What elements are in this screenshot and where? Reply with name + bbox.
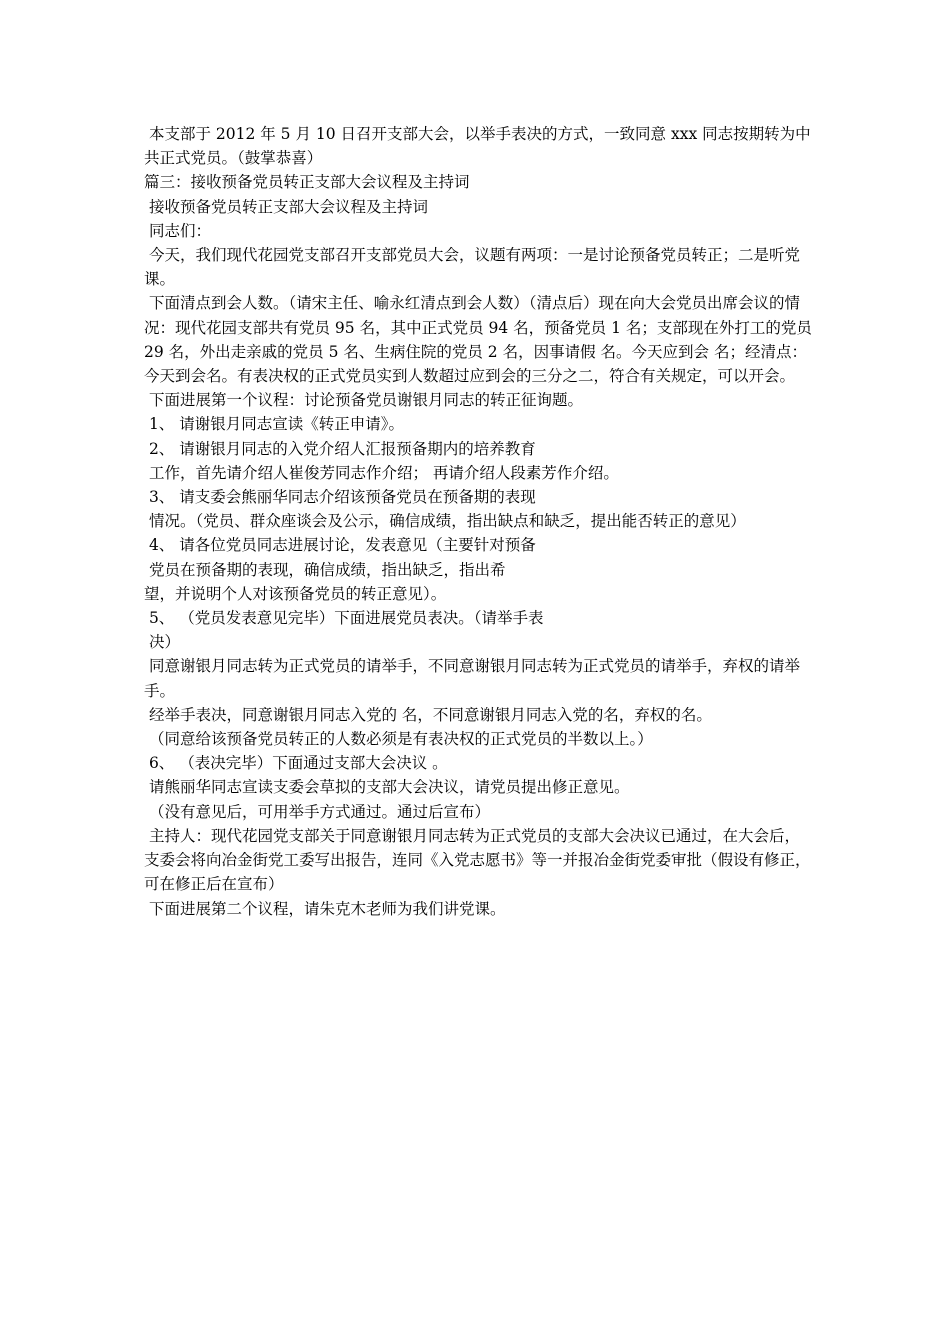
paragraph: （同意给该预备党员转正的人数必须是有表决权的正式党员的半数以上。）: [144, 730, 653, 749]
paragraph: 下面进展第一个议程：讨论预备党员谢银月同志的转正征询题。: [144, 391, 583, 410]
paragraph: 今天，我们现代花园党支部召开支部党员大会，议题有两项：一是讨论预备党员转正；二是听党课。: [144, 246, 800, 289]
agenda-item: 1、 请谢银月同志宣读《转正申请》。: [144, 415, 404, 434]
paragraph: 经举手表决，同意谢银月同志入党的 名，不同意谢银月同志入党的名，弃权的名。: [144, 705, 712, 724]
document-body: [144, 122, 817, 921]
document-title: 接收预备党员转正支部大会议程及主持词: [144, 197, 428, 216]
paragraph: 望，并说明个人对该预备党员的转正意见）。: [144, 584, 447, 603]
paragraph: 工作，首先请介绍人崔俊芳同志作介绍； 再请介绍人段素芳作介绍。: [144, 463, 619, 482]
paragraph: 下面进展第二个议程，请朱克木老师为我们讲党课。: [144, 899, 506, 918]
paragraph: （没有意见后，可用举手方式通过。通过后宣布）: [144, 802, 490, 821]
agenda-item: 5、 （党员发表意见完毕）下面进展党员表决。（请举手表: [144, 609, 544, 628]
agenda-item: 2、 请谢银月同志的入党介绍人汇报预备期内的培养教育: [144, 439, 536, 458]
paragraph: 主持人：现代花园党支部关于同意谢银月同志转为正式党员的支部大会决议已通过，在大会后，支委会将向冶金街党工委写出报告，连同《入党志愿书》等一并报冶金街党委审批（假设有修正，可在修正后在宣布）: [144, 826, 811, 894]
agenda-item: 4、 请各位党员同志进展讨论，发表意见（主要针对预备: [144, 536, 536, 555]
paragraph: 同意谢银月同志转为正式党员的请举手，不同意谢银月同志转为正式党员的请举手，弃权的请举手。: [144, 657, 800, 700]
paragraph: 党员在预备期的表现，确信成绩，指出缺乏，指出希: [144, 560, 506, 579]
agenda-item: 3、 请支委会熊丽华同志介绍该预备党员在预备期的表现: [144, 488, 536, 507]
salutation: 同志们：: [144, 221, 211, 240]
paragraph: 请熊丽华同志宣读支委会草拟的支部大会决议，请党员提出修正意见。: [144, 778, 630, 797]
paragraph: 本支部于 2012 年 5 月 10 日召开支部大会，以举手表决的方式，一致同意 xxx 同志按期转为中共正式党员。（鼓掌恭喜）: [144, 125, 811, 168]
paragraph: 决）: [144, 633, 180, 652]
section-heading: 篇三：接收预备党员转正支部大会议程及主持词: [144, 173, 470, 192]
agenda-item: 6、 （表决完毕）下面通过支部大会决议 。: [144, 754, 448, 773]
paragraph: 情况。（党员、群众座谈会及公示，确信成绩，指出缺点和缺乏，提出能否转正的意见）: [144, 512, 746, 531]
paragraph: 下面清点到会人数。（请宋主任、喻永红清点到会人数）（清点后）现在向大会党员出席会议的情况：现代花园支部共有党员 95 名，其中正式党员 94 名，预备党员 1 名；支部现在外打工的党员 29 名，外出走亲戚的党员 5 名、生病住院的党员 2 名，因事请假 名。今天应到会 名；经清点：今天到会名。有表决权的正式党员实到人数超过应到会的三分之二，符合有关规定，可以开会。: [144, 294, 817, 386]
